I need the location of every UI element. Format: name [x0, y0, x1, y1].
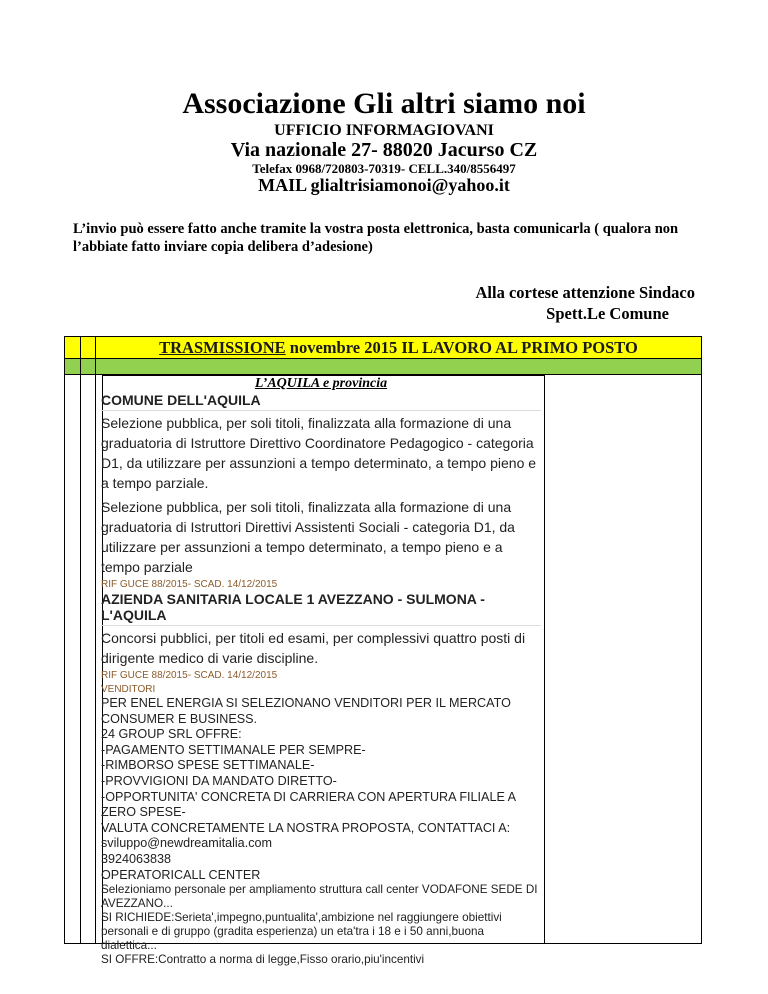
column-divider	[95, 337, 96, 943]
contact-email: sviluppo@newdreamitalia.com	[101, 836, 272, 851]
text-line: 24 GROUP SRL OFFRE:	[101, 727, 242, 742]
text-line: -RIMBORSO SPESE SETTIMANALE-	[101, 758, 315, 773]
association-title: Associazione Gli altri siamo noi	[182, 87, 586, 120]
attention-line-1: Alla cortese attenzione Sindaco	[475, 283, 695, 302]
transmission-word: TRASMISSIONE	[159, 338, 286, 357]
entity-name: COMUNE DELL'AQUILA	[101, 392, 541, 411]
text-line: PER ENEL ENERGIA SI SELEZIONANO VENDITORI PER IL MERCATO CONSUMER E BUSINESS.	[101, 696, 511, 726]
attention-block	[475, 282, 695, 324]
venditori-text	[101, 696, 541, 883]
text-line: SI RICHIEDE:Serieta',impegno,puntualita',ambizione nel raggiungere obiettivi personali e di gruppo (gradita esperienza) un eta'tra i 18 e i 50 anni,buona dialettica...	[101, 911, 502, 953]
category-label: VENDITORI	[101, 684, 156, 695]
listing-description: Selezione pubblica, per soli titoli, finalizzata alla formazione di una graduatoria di Istruttore Direttivo Coordinatore Pedagogico - categoria D1, da utilizzare per assunzioni a tempo determinato, a tempo pieno e a tempo parziale.	[101, 415, 537, 491]
column-divider	[80, 337, 81, 943]
transmission-rest: novembre 2015 IL LAVORO AL PRIMO POSTO	[285, 338, 638, 357]
intro-paragraph: L’invio può essere fatto anche tramite la vostra posta elettronica, basta comunicarla ( qualora non l’abbiate fatto inviare copia delibera d’adesione)	[73, 221, 679, 255]
text-line: SI OFFRE:Contratto a norma di legge,Fisso orario,piu'incentivi	[101, 953, 425, 967]
listings-content	[101, 376, 541, 967]
listing-description: Selezione pubblica, per soli titoli, finalizzata alla formazione di una graduatoria di Istruttori Direttivi Assistenti Sociali - categoria D1, da utilizzare per assunzioni a tempo determinato, a tempo pieno e a tempo parziale	[101, 499, 515, 575]
text-line: Selezioniamo personale per ampliamento struttura call center VODAFONE SEDE DI AVEZZANO...	[101, 883, 538, 911]
address: Via nazionale 27- 88020 Jacurso CZ	[230, 139, 538, 161]
listing-description: Concorsi pubblici, per titoli ed esami, per complessivi quattro posti di dirigente medico di varie discipline.	[101, 630, 526, 666]
text-line: OPERATORICALL CENTER	[101, 867, 261, 882]
region-heading: L’AQUILA e provincia	[254, 376, 388, 391]
contact-phone: 3924063838	[101, 851, 172, 866]
attention-line-2: Spett.Le Comune	[546, 304, 669, 323]
text-line: -PROVVIGIONI DA MANDATO DIRETTO-	[101, 773, 337, 788]
email-line: MAIL glialtrisiamonoi@yahoo.it	[258, 175, 510, 195]
reference-deadline: RIF GUCE 88/2015- SCAD. 14/12/2015	[101, 670, 278, 681]
callcenter-text	[101, 883, 541, 967]
telefax: Telefax 0968/720803-70319- CELL.340/8556497	[252, 161, 516, 176]
entity-name: AZIENDA SANITARIA LOCALE 1 AVEZZANO - SULMONA - L'AQUILA	[101, 591, 541, 626]
reference-deadline: RIF GUCE 88/2015- SCAD. 14/12/2015	[101, 579, 278, 590]
text-line: VALUTA CONCRETAMENTE LA NOSTRA PROPOSTA, CONTATTACI A:	[101, 820, 511, 835]
green-band-row	[65, 359, 701, 375]
transmission-heading	[96, 337, 701, 358]
text-line: -PAGAMENTO SETTIMANALE PER SEMPRE-	[101, 742, 366, 757]
text-line: -OPPORTUNITA' CONCRETA DI CARRIERA CON APERTURA FILIALE A ZERO SPESE-	[101, 789, 516, 820]
office-name: UFFICIO INFORMAGIOVANI	[274, 122, 494, 139]
